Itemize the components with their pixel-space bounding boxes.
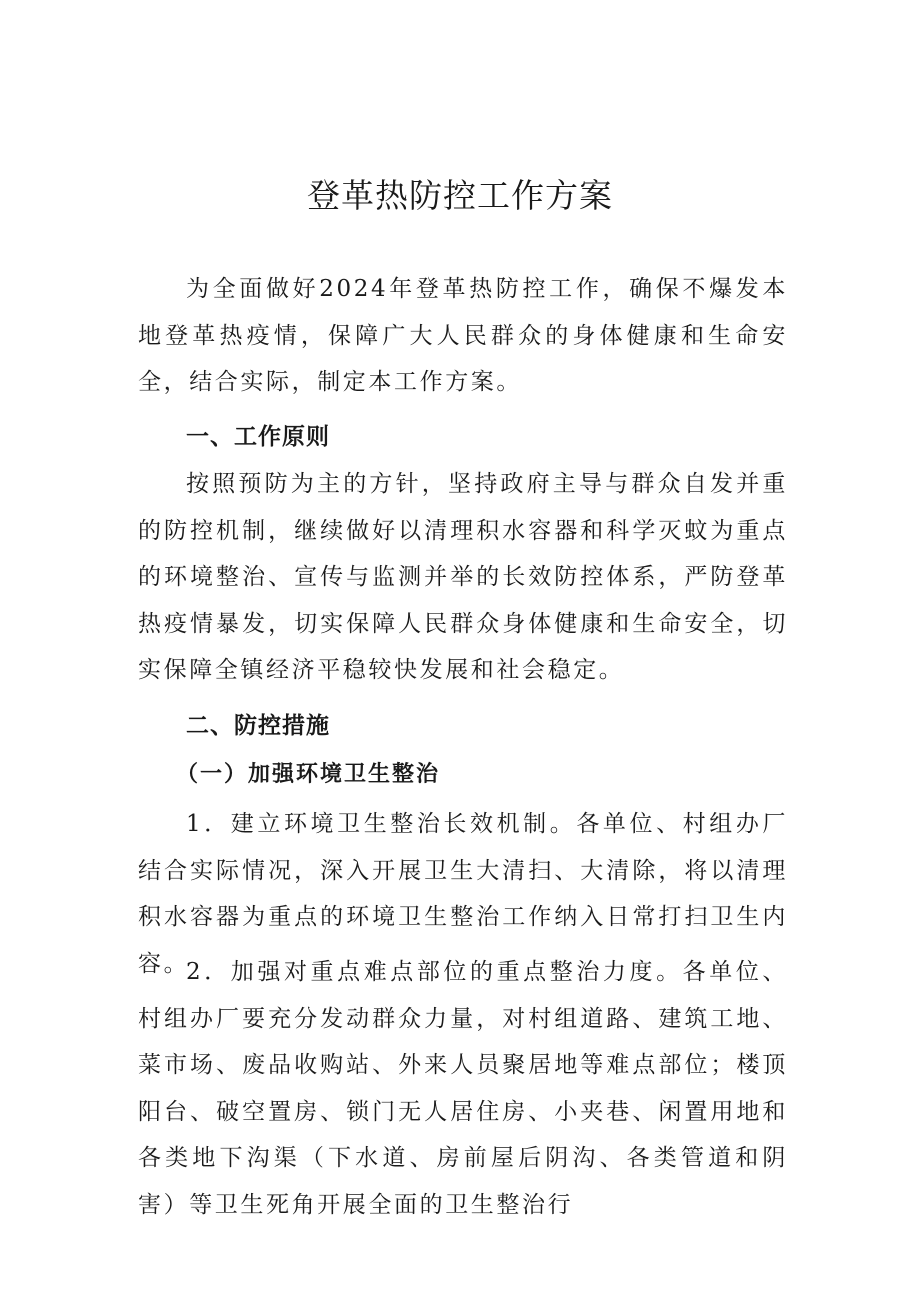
intro-paragraph: 为全面做好2024年登革热防控工作，确保不爆发本地登革热疫情，保障广大人民群众的身体健康和生命安全，结合实际，制定本工作方案。 — [138, 276, 788, 395]
section-heading-measures: 二、防控措施 — [186, 713, 330, 739]
section-heading-principles: 一、工作原则 — [186, 424, 330, 450]
principles-paragraph: 按照预防为主的方针，坚持政府主导与群众自发并重的防控机制，继续做好以清理积水容器和科学灭蚊为重点的环境整治、宣传与监测并举的长效防控体系，严防登革热疫情暴发，切实保障人民群众身体健康和生命安全，切实保障全镇经济平稳较快发展和社会稳定。 — [138, 471, 788, 683]
subheading-environment: （一）加强环境卫生整治 — [176, 761, 441, 787]
measure-item-1: 1．建立环境卫生整治长效机制。各单位、村组办厂结合实际情况，深入开展卫生大清扫、大清除，将以清理积水容器为重点的环境卫生整治工作纳入日常打扫卫生内容。 — [138, 811, 788, 977]
document-title: 登革热防控工作方案 — [307, 176, 613, 215]
measure-item-2: 2．加强对重点难点部位的重点整治力度。各单位、村组办厂要充分发动群众力量，对村组道路、建筑工地、菜市场、废品收购站、外来人员聚居地等难点部位；楼顶阳台、破空置房、锁门无人居住房、小夹巷、闲置用地和各类地下沟渠（下水道、房前屋后阴沟、各类管道和阴害）等卫生死角开展全面的卫生整治行 — [138, 959, 788, 1218]
